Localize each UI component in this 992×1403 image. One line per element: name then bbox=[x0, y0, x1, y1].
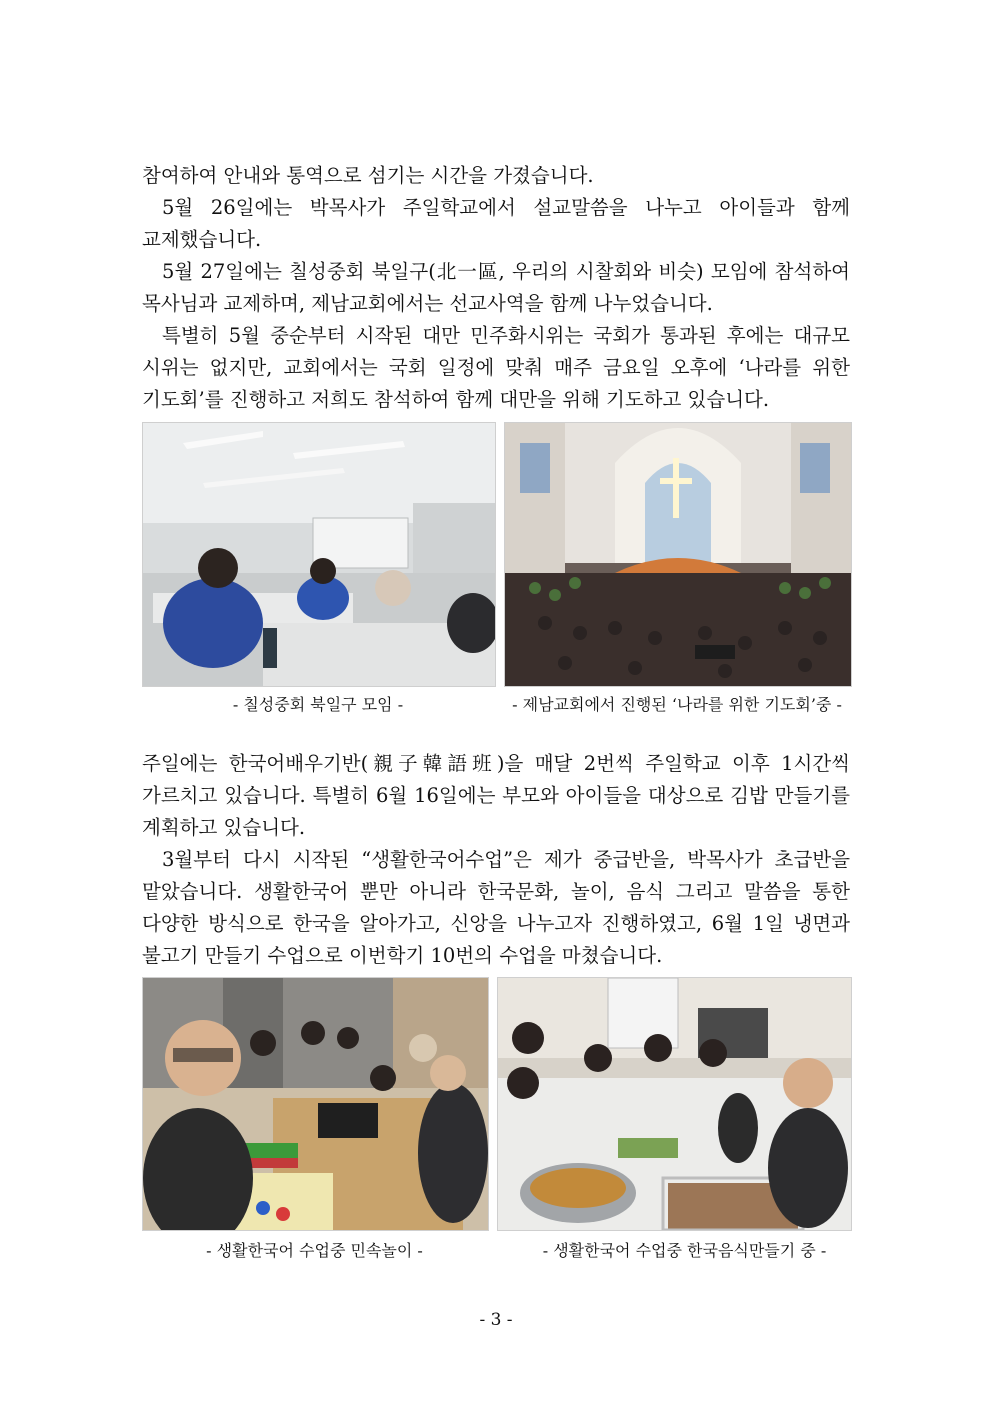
cooking-class-photo bbox=[497, 977, 852, 1231]
photo-1-caption: - 칠성중회 북일구 모임 - bbox=[232, 695, 404, 714]
paragraph-6: 3월부터 다시 시작된 “생활한국어수업”은 제가 중급반을, 박목사가 초급반을 맡았습니다. 생활한국어 뿐만 아니라 한국문화, 놀이, 음식 그리고 말씀을 통한 다양한 방식으로 한국을 알아가고, 신앙을 나누고자 진행하였고, 6월 1일 냉면과 불고기 만들기 수업으로 이번학기 10번의 수업을 마쳤습니다. bbox=[142, 848, 850, 967]
paragraph-5: 주일에는 한국어배우기반(親子韓語班)을 매달 2번씩 주일학교 이후 1시간씩 가르치고 있습니다. 특별히 6월 16일에는 부모와 아이들을 대상으로 김밥 만들기를 계획하고 있습니다. bbox=[142, 752, 850, 839]
photo-3-caption: - 생활한국어 수업중 민속놀이 - bbox=[206, 1241, 423, 1260]
paragraph-1: 참여하여 안내와 통역으로 섬기는 시간을 가졌습니다. bbox=[142, 164, 594, 187]
photo-4-caption: - 생활한국어 수업중 한국음식만들기 중 - bbox=[542, 1241, 827, 1260]
church-prayer-photo bbox=[504, 422, 852, 687]
paragraph-4: 특별히 5월 중순부터 시작된 대만 민주화시위는 국회가 통과된 후에는 대규모 시위는 없지만, 교회에서는 국회 일정에 맞춰 매주 금요일 오후에 ‘나라를 위한 기도회’를 진행하고 저희도 참석하여 함께 대만을 위해 기도하고 있습니다. bbox=[142, 324, 850, 411]
folk-game-photo bbox=[142, 977, 489, 1231]
paragraph-3: 5월 27일에는 칠성중회 북일구(北一區, 우리의 시찰회와 비슷) 모임에 참석하여 목사님과 교제하며, 제남교회에서는 선교사역을 함께 나누었습니다. bbox=[142, 260, 850, 315]
meeting-room-photo bbox=[142, 422, 496, 687]
photo-2-caption: - 제남교회에서 진행된 ‘나라를 위한 기도회’중 - bbox=[512, 695, 842, 714]
paragraph-2: 5월 26일에는 박목사가 주일학교에서 설교말씀을 나누고 아이들과 함께 교제했습니다. bbox=[142, 196, 850, 251]
page-number: - 3 - bbox=[479, 1310, 513, 1330]
